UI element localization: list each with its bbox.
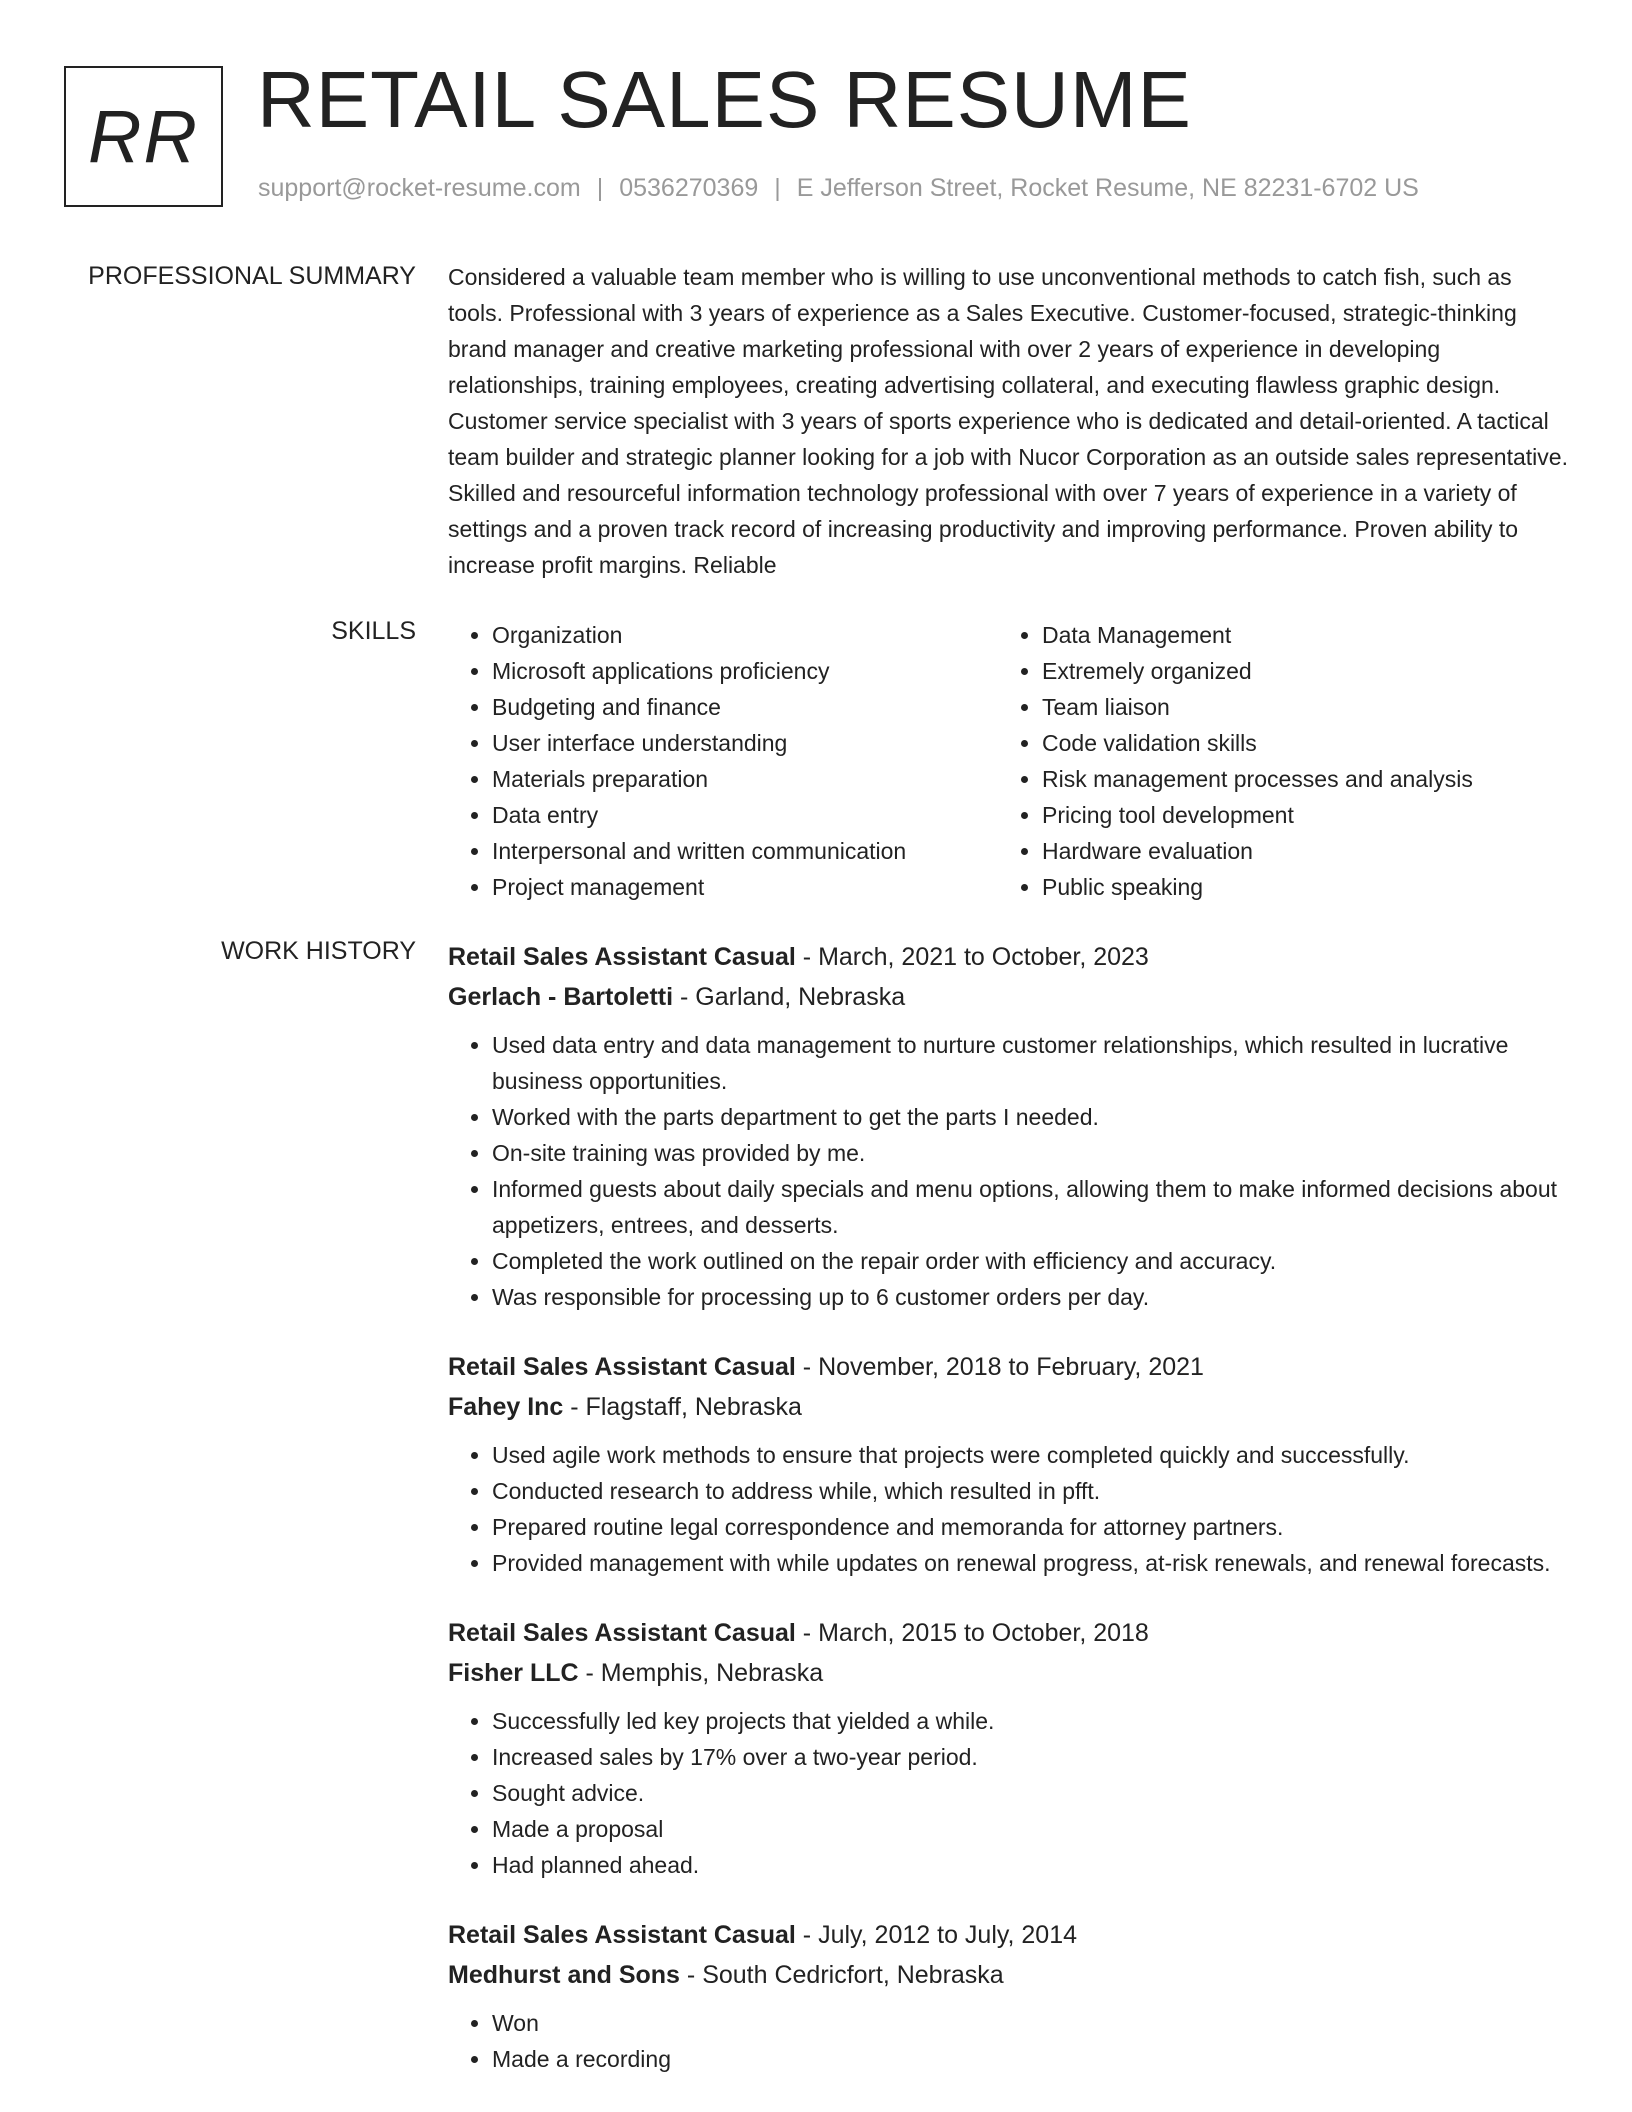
job-bullet: • Informed guests about daily specials and menu options, allowing them to make informed decisions about appetizers, entrees, and desserts. — [492, 1171, 1568, 1243]
job-bullet: • Worked with the parts department to get the parts I needed. — [492, 1099, 1568, 1135]
skills-body — [448, 617, 1568, 905]
job-title-line: Retail Sales Assistant Casual - July, 2012 to July, 2014 — [448, 1921, 1078, 1949]
job-bullet: • Prepared routine legal correspondence and memoranda for attorney partners. — [492, 1509, 1568, 1545]
job-bullet: • Made a recording — [492, 2041, 1568, 2077]
skill-item: • Organization — [492, 617, 998, 653]
skill-item: • Risk management processes and analysis — [1042, 761, 1548, 797]
job-title: Retail Sales Assistant Casual — [448, 1353, 796, 1381]
skill-item: • Hardware evaluation — [1042, 833, 1548, 869]
monogram-logo — [64, 66, 223, 207]
contact-phone: 0536270369 — [619, 174, 759, 202]
job-bullet: • Had planned ahead. — [492, 1847, 1568, 1883]
job-bullet: • Used agile work methods to ensure that projects were completed quickly and successfully. — [492, 1437, 1568, 1473]
job-bullet: • Provided management with while updates on renewal progress, at-risk renewals, and renewal forecasts. — [492, 1545, 1568, 1581]
job-location: Garland, Nebraska — [695, 983, 906, 1011]
skill-item: • Code validation skills — [1042, 725, 1548, 761]
job-title-line: Retail Sales Assistant Casual - November, 2018 to February, 2021 — [448, 1353, 1204, 1381]
job-location: Flagstaff, Nebraska — [585, 1393, 802, 1421]
skill-item: • Data Management — [1042, 617, 1548, 653]
contact-separator: | — [774, 174, 781, 202]
job-company-line: Fisher LLC - Memphis, Nebraska — [448, 1659, 824, 1687]
section-label-skills: SKILLS — [331, 617, 416, 645]
job-entry — [448, 937, 1568, 1315]
contact-line — [258, 174, 1419, 203]
section-label-summary: PROFESSIONAL SUMMARY — [88, 262, 416, 290]
skill-item: • Public speaking — [1042, 869, 1548, 905]
skill-item: • Data entry — [492, 797, 998, 833]
skills-column-left — [448, 617, 998, 905]
job-company-line: Gerlach - Bartoletti - Garland, Nebraska — [448, 983, 906, 1011]
skill-item: • Microsoft applications proficiency — [492, 653, 998, 689]
summary-text: Considered a valuable team member who is willing to use unconventional methods to catch fish, such as tools. Professional with 3 years of experience as a Sales Executive. Customer-focused, strategic-thinking brand manager and creative marketing professional with over 2 years of experience in developing relationships, training employees, creating advertising collateral, and executing flawless graphic design. Customer service specialist with 3 years of sports experience who is dedicated and detail-oriented. A tactical team builder and strategic planner looking for a job with Nucor Corporation as an outside sales representative. Skilled and resourceful information technology professional with over 7 years of experience in a variety of settings and a proven track record of increasing productivity and improving performance. Proven ability to increase profit margins. Reliable — [448, 264, 1568, 578]
job-title-line: Retail Sales Assistant Casual - March, 2021 to October, 2023 — [448, 943, 1149, 971]
job-company-line: Fahey Inc - Flagstaff, Nebraska — [448, 1393, 802, 1421]
resume-title: RETAIL SALES RESUME — [257, 55, 1192, 144]
job-entry — [448, 1915, 1568, 2077]
job-title: Retail Sales Assistant Casual — [448, 1619, 796, 1647]
job-bullet-list — [448, 1703, 1568, 1883]
section-label-work-history: WORK HISTORY — [221, 937, 416, 965]
job-location: South Cedricfort, Nebraska — [702, 1961, 1004, 1989]
job-company: Fahey Inc — [448, 1393, 564, 1421]
summary-body — [448, 262, 1568, 583]
job-title-line: Retail Sales Assistant Casual - March, 2015 to October, 2018 — [448, 1619, 1149, 1647]
job-entry — [448, 1613, 1568, 1883]
job-bullet-list — [448, 1437, 1568, 1581]
job-dates: March, 2021 to October, 2023 — [818, 943, 1149, 971]
work-history-body — [448, 937, 1568, 2109]
skill-item: • Team liaison — [1042, 689, 1548, 725]
skill-item: • Project management — [492, 869, 998, 905]
job-location: Memphis, Nebraska — [600, 1659, 824, 1687]
job-bullet: • Increased sales by 17% over a two-year period. — [492, 1739, 1568, 1775]
job-company: Fisher LLC — [448, 1659, 579, 1687]
job-bullet-list — [448, 1027, 1568, 1315]
job-bullet: • Was responsible for processing up to 6 customer orders per day. — [492, 1279, 1568, 1315]
contact-separator: | — [596, 174, 604, 202]
job-dates: March, 2015 to October, 2018 — [818, 1619, 1149, 1647]
monogram-text: RR — [88, 95, 199, 178]
job-company: Medhurst and Sons — [448, 1961, 680, 1989]
job-bullet: • Made a proposal — [492, 1811, 1568, 1847]
job-bullet: • On-site training was provided by me. — [492, 1135, 1568, 1171]
job-entry — [448, 1347, 1568, 1581]
skills-column-right — [998, 617, 1548, 905]
job-bullet: • Successfully led key projects that yielded a while. — [492, 1703, 1568, 1739]
skill-item: • Budgeting and finance — [492, 689, 998, 725]
job-bullet: • Used data entry and data management to nurture customer relationships, which resulted in lucrative business opportunities. — [492, 1027, 1568, 1099]
skill-item: • Extremely organized — [1042, 653, 1548, 689]
job-title: Retail Sales Assistant Casual — [448, 1921, 796, 1949]
job-bullet: • Completed the work outlined on the repair order with efficiency and accuracy. — [492, 1243, 1568, 1279]
job-bullet-list — [448, 2005, 1568, 2077]
job-bullet: • Conducted research to address while, which resulted in pfft. — [492, 1473, 1568, 1509]
skill-item: • Pricing tool development — [1042, 797, 1548, 833]
job-dates: November, 2018 to February, 2021 — [818, 1353, 1204, 1381]
job-bullet: • Sought advice. — [492, 1775, 1568, 1811]
contact-email: support@rocket-resume.com — [258, 174, 581, 202]
job-bullet: • Won — [492, 2005, 1568, 2041]
skill-item: • User interface understanding — [492, 725, 998, 761]
job-company: Gerlach - Bartoletti — [448, 983, 674, 1011]
contact-address: E Jefferson Street, Rocket Resume, NE 82231-6702 US — [796, 174, 1419, 202]
job-company-line: Medhurst and Sons - South Cedricfort, Nebraska — [448, 1961, 1004, 1989]
job-dates: July, 2012 to July, 2014 — [818, 1921, 1078, 1949]
job-title: Retail Sales Assistant Casual — [448, 943, 796, 971]
skill-item: • Interpersonal and written communication — [492, 833, 998, 869]
skill-item: • Materials preparation — [492, 761, 998, 797]
